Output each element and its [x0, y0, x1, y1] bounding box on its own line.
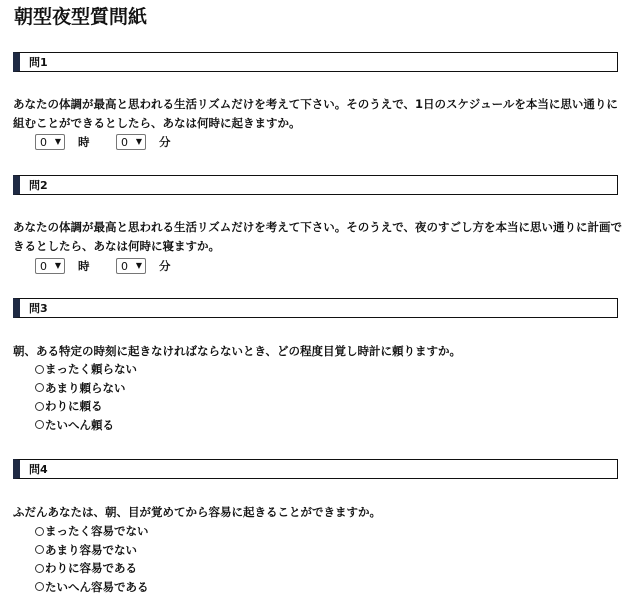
- question-3-text: 朝、ある特定の時刻に起きなければならないとき、どの程度目覚し時計に頼りますか。: [13, 344, 462, 358]
- q4-option-2-label: あまり容易でない: [45, 542, 137, 557]
- radio-button[interactable]: [35, 582, 44, 591]
- chevron-down-icon: ▼: [54, 137, 61, 146]
- q2-hour-select[interactable]: [35, 258, 65, 274]
- question-2-label: 問2: [29, 179, 48, 192]
- q3-option-3[interactable]: [35, 397, 137, 416]
- q4-option-3[interactable]: [35, 559, 149, 578]
- radio-button[interactable]: [35, 545, 44, 554]
- q4-option-4[interactable]: [35, 578, 149, 597]
- chevron-down-icon: ▼: [54, 261, 61, 270]
- q4-option-3-label: わりに容易である: [45, 561, 137, 575]
- q1-hour-value: 0: [40, 135, 47, 149]
- q1-minute-value: 0: [121, 135, 128, 149]
- chevron-down-icon: ▼: [135, 137, 142, 146]
- q1-hour-select[interactable]: [35, 134, 65, 150]
- question-2-text: あなたの体調が最高と思われる生活リズムだけを考えて下さい。そのうえで、夜のすごし方を本当に思い通りに計画できるとしたら、あなは何時に寝ますか。: [13, 220, 623, 253]
- q2-hour-unit: 時: [78, 259, 90, 273]
- q3-option-2-label: あまり頼らない: [45, 380, 126, 395]
- q3-option-1[interactable]: [35, 360, 137, 379]
- chevron-down-icon: ▼: [135, 261, 142, 270]
- radio-button[interactable]: [35, 564, 44, 573]
- page-title: 朝型夜型質問紙: [14, 6, 148, 28]
- q1-minute-select[interactable]: [116, 134, 146, 150]
- q2-minute-value: 0: [121, 259, 128, 273]
- question-3-options: [35, 360, 137, 434]
- q3-option-4-label: たいへん頼る: [45, 417, 114, 432]
- radio-button[interactable]: [35, 420, 44, 429]
- question-3-header: [13, 298, 618, 318]
- q4-option-4-label: たいへん容易である: [45, 579, 149, 594]
- question-1-time-row: [35, 133, 171, 151]
- q4-option-1[interactable]: [35, 522, 149, 541]
- q1-minute-unit: 分: [159, 135, 171, 149]
- q4-option-2[interactable]: [35, 541, 149, 560]
- question-2-header: [13, 175, 618, 195]
- question-3-label: 問3: [29, 302, 48, 315]
- question-4-header: [13, 459, 618, 479]
- q4-option-1-label: まったく容易でない: [45, 524, 149, 538]
- question-4-text: ふだんあなたは、朝、目が覚めてから容易に起きることができますか。: [13, 505, 381, 519]
- question-4-label: 問4: [29, 463, 48, 476]
- radio-button[interactable]: [35, 527, 44, 536]
- radio-button[interactable]: [35, 365, 44, 374]
- question-4-options: [35, 522, 149, 596]
- q1-hour-unit: 時: [78, 135, 90, 149]
- question-1-header: [13, 52, 618, 72]
- question-1-label: 問1: [29, 56, 48, 69]
- q3-option-4[interactable]: [35, 416, 137, 435]
- question-2-time-row: [35, 257, 171, 275]
- q2-hour-value: 0: [40, 259, 47, 273]
- q2-minute-select[interactable]: [116, 258, 146, 274]
- q3-option-3-label: わりに頼る: [45, 399, 103, 413]
- question-1-text: あなたの体調が最高と思われる生活リズムだけを考えて下さい。そのうえで、1日のスケジュールを本当に思い通りに組むことができるとしたら、あなは何時に起きますか。: [13, 97, 618, 130]
- q3-option-2[interactable]: [35, 379, 137, 398]
- q3-option-1-label: まったく頼らない: [45, 362, 137, 376]
- radio-button[interactable]: [35, 383, 44, 392]
- radio-button[interactable]: [35, 402, 44, 411]
- q2-minute-unit: 分: [159, 259, 171, 273]
